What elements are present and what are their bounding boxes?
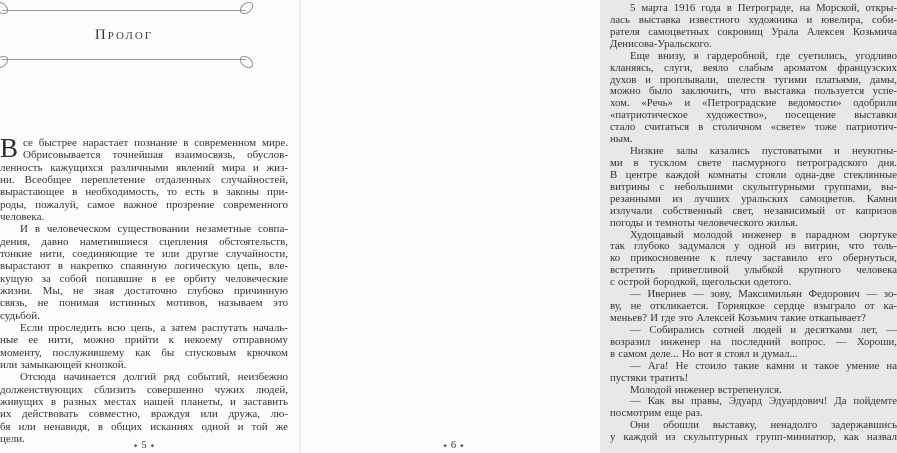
text-line: живущих в разных местах нашей планеты, и заставить [0, 395, 288, 408]
text-line: се быстрее нарастает познание в современном мире. [23, 137, 288, 149]
text-line: встретить приветливой улыбкой крупного человека [610, 264, 897, 277]
text-line: — Как вы правы, Эдуард Эдуардович! Да пойдемте [630, 395, 897, 408]
text-line: жизни. Мы, не зная достаточно глубоко причинную [0, 284, 288, 297]
text-line: вырастающее в необходимость, то есть в законы при- [0, 186, 288, 199]
text-line: пустяки тратить! [610, 371, 689, 384]
text-line: роды, пожалуй, самое важное прозрение современного [0, 198, 288, 211]
text-line: излучали собственный свет, независимый от капризов [610, 204, 897, 217]
text-line: вырастают в накрепко спаянную логическую цепь, вле- [0, 260, 288, 273]
text-line: долженствующих сблизить совершенно чужих людей, [0, 383, 288, 396]
text-line: лась выставка известного художника и ювелира, соби- [610, 13, 897, 26]
text-line: цели. [0, 432, 25, 445]
text-line: В центре каждой комнаты стояли одна-две стеклянные [610, 168, 897, 181]
text-line: Отсюда начинается долгий ряд событий, неизбежно [20, 371, 288, 384]
text-line: человека. [0, 210, 45, 223]
text-line: ми в тусклом свете пасмурного петроградского дня. [610, 156, 897, 169]
frame-corner-loop-icon [238, 53, 256, 70]
text-line: рателя самоцветных сокровищ Урала Алексея Козьмича [610, 25, 897, 38]
text-line: Молодой инженер встрепенулся. [630, 383, 782, 396]
text-line: моменту, послужившему как бы спусковым крючком [0, 346, 288, 359]
text-line: или замыкающей кнопкой. [0, 358, 127, 371]
text-line: Низкие залы казались пустоватыми и неуютны- [630, 145, 897, 158]
text-line: можно было заключить, что выставка пользуется успе- [610, 85, 897, 98]
text-line: так глубоко задумался у одной из витрин, что толь- [610, 240, 897, 253]
text-line: ко прикосновение к плечу заставило его обернуться, [610, 252, 897, 265]
text-line: резанными из лучших уральских самоцветов. Камни [610, 192, 897, 205]
text-line: ву, не откликается. Горняцкое сердце взыграло от ка- [610, 300, 897, 313]
text-line: Денисова-Уральского. [610, 37, 712, 50]
left-page-footer [0, 439, 288, 452]
text-line: ным. [610, 133, 633, 146]
text-line: витрины с небольшими скульптурными группами, вы- [610, 180, 897, 193]
text-line: возразил инженер на последний вопрос. — Хороши, [610, 335, 897, 348]
text-line: «патриотическое художество», посещение выставки [610, 109, 897, 122]
left-page [0, 0, 290, 453]
left-page-text [0, 133, 288, 445]
text-line: — Ивернев — зову, Максимильян Федорович — зо- [630, 288, 897, 301]
text-line: кланяясь, слуги, веяло слабым ароматом французских [610, 61, 897, 74]
drop-cap: В [0, 133, 19, 163]
page-number: 5 [141, 440, 147, 451]
text-line: стало считаться в столичном «свете» тоже патриотич- [610, 121, 897, 134]
chapter-title: Пролог [94, 26, 154, 43]
text-line: посмотрим еще раз. [610, 407, 703, 420]
text-line: меньев? И где это Алексей Козьмич такие откапывает? [610, 311, 866, 324]
text-line: хом. «Речь» и «Петроградские ведомости» одобрили [610, 97, 897, 110]
text-line: погоды и темноты человеческого жилья. [610, 216, 798, 229]
text-line: — Собирались сотней людей и десятками лет, — [630, 323, 897, 336]
text-line: у каждой из скульптурных групп-миниатюр, как назвал [610, 431, 897, 444]
right-page-text [610, 3, 897, 444]
right-page-body [610, 3, 897, 444]
page-ornament-icon: ✦ [459, 442, 465, 450]
text-line: ни. Всеобщее переплетение отдаленных случайностей, [0, 173, 288, 186]
text-line: с острой бородкой, щегольски одетого. [610, 276, 792, 289]
chapter-title-frame [2, 10, 246, 60]
text-line: И в человеческом существовании незаметные совпа- [20, 223, 288, 236]
frame-corner-loop-icon [0, 0, 10, 17]
text-line: бя или ненавидя, в общих исканиях одной и той же [0, 420, 288, 433]
text-line: их действовать совместно, враждуя или дружа, лю- [0, 408, 288, 421]
text-line: Худощавый молодой инженер в парадном сюртуке [630, 228, 897, 241]
left-page-body [0, 133, 288, 445]
text-line: ные ее нити, можно прийти к некоему отправному [0, 334, 288, 347]
frame-corner-loop-icon [238, 0, 256, 17]
text-line: Если проследить всю цепь, а затем распутать началь- [20, 321, 288, 334]
text-line: 5 марта 1916 года в Петрограде, на Морской, откры- [630, 2, 897, 14]
text-line: духов и проплывали, шелестя тугими платьями, дамы, [610, 73, 897, 86]
text-line: тонкие нити, соединяющие те или другие случайности, [0, 247, 288, 260]
right-page [300, 0, 897, 453]
page-ornament-icon: ✦ [442, 442, 448, 450]
page-ornament-icon: ✦ [149, 442, 156, 450]
text-line: связь, не понимая истинных мотивов, называем это [0, 297, 288, 310]
text-line: — Ага! Не стоило такие камни и такое умение на [630, 359, 897, 372]
right-page-footer [310, 439, 597, 452]
text-line: в самом деле... Но вот я стоял и думал... [610, 347, 798, 360]
text-line: ленность кажущихся различными явлений мира и жиз- [0, 161, 288, 174]
text-line: судьбой. [0, 309, 40, 322]
text-line: кущую за собой попавшие в ее орбиту человеческие [0, 272, 288, 285]
text-line: дения, давно наметившиеся сцепления обстоятельств, [0, 235, 288, 248]
text-line: Обрисовывается точнейшая взаимосвязь, обуслов- [23, 149, 288, 162]
page-number: 6 [450, 440, 457, 451]
page-ornament-icon: ✦ [132, 442, 139, 450]
text-line: Еще внизу, в гардеробной, где суетились, угодливо [630, 49, 897, 62]
text-line: Они обошли выставку, ненадолго задержавшись [630, 419, 897, 432]
frame-corner-loop-icon [0, 53, 10, 70]
